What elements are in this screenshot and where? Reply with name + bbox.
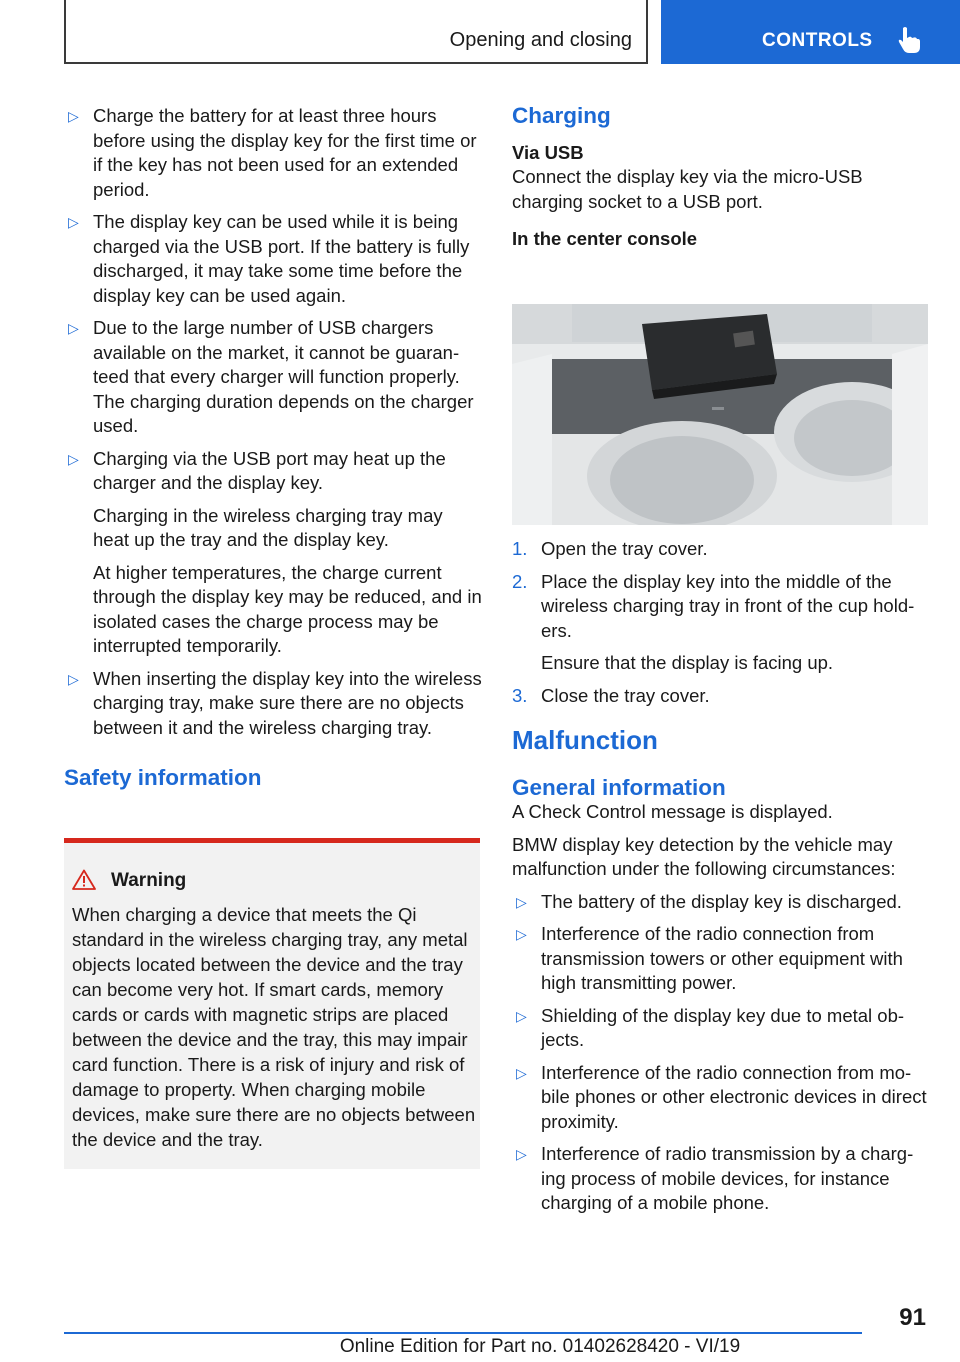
page-number: 91: [899, 1304, 926, 1331]
step-text: Close the tray cover.: [541, 684, 710, 706]
bullet-triangle-icon: ▷: [68, 670, 79, 687]
step-item: [512, 684, 930, 709]
header-section-title: Opening and closing: [449, 29, 632, 51]
list-item-text: When inserting the display key into the wireless charging tray, make sure there are no objects between it and the wireless charging tray.: [93, 667, 482, 738]
step-number: 2.: [512, 570, 528, 592]
bullet-triangle-icon: ▷: [68, 450, 79, 467]
warning-text: When charging a device that meets the Qi standard in the wireless charging tray, any metal objects located between the device and the tray can become very hot. If smart cards, memory cards or cards with magnetic strips are placed between the device and the tray, this may impair card function. There is a risk of injury and risk of damage to property. When charging mobile devices, make sure there are no objects between the device and the tray.: [72, 904, 476, 1150]
console-heading: In the center console: [512, 228, 698, 249]
usb-heading: Via USB: [512, 141, 584, 163]
step-text: Open the tray cover.: [541, 538, 708, 559]
step-text: Place the display key into the middle of the wireless charging tray in front of the cup holders.: [541, 570, 915, 641]
right-column: [512, 104, 930, 252]
step-number: 3.: [512, 684, 528, 706]
step-text: Ensure that the display is facing up.: [541, 652, 834, 673]
footer-rule: [64, 1332, 862, 1334]
list-item: [64, 667, 482, 741]
safety-heading: Safety information: [64, 765, 262, 790]
list-item: [512, 1004, 930, 1053]
list-item-text: Interference of the radio connection from mobile phones or other electronic devices in direct proximity.: [541, 1061, 927, 1132]
malfunction-heading: Malfunction: [512, 725, 658, 755]
charging-heading: Charging: [512, 103, 611, 128]
step-number: 1.: [512, 538, 528, 559]
bullet-triangle-icon: ▷: [516, 1007, 527, 1024]
bullet-triangle-icon: ▷: [68, 108, 79, 124]
warning-title: Warning: [111, 870, 187, 891]
bullet-triangle-icon: ▷: [68, 214, 79, 230]
list-item: [512, 890, 930, 915]
general-info-p1: A Check Control message is displayed.: [512, 801, 833, 822]
right-column-lower: [512, 537, 930, 1224]
malfunction-bullet-list: [512, 890, 930, 1216]
list-item: [64, 104, 482, 202]
bullet-triangle-icon: ▷: [516, 1146, 527, 1162]
center-console-photo: [512, 304, 928, 525]
list-item-text: The battery of the display key is discharged.: [541, 890, 902, 912]
list-item: [512, 1142, 930, 1216]
list-item-text: The display key can be used while it is being charged via the USB port. If the battery is fully discharged, it may take some time before the display key can be used again.: [93, 211, 470, 306]
header-chapter-title: CONTROLS: [762, 30, 873, 51]
bullet-triangle-icon: ▷: [516, 893, 527, 910]
list-item: [512, 1061, 930, 1135]
bullet-triangle-icon: ▷: [68, 320, 79, 336]
bullet-triangle-icon: ▷: [516, 1064, 527, 1081]
footer-edition: Online Edition for Part no. 01402628420 - VI/19: [339, 1336, 741, 1357]
usb-text: Connect the display key via the micro-USB charging socket to a USB port.: [512, 166, 863, 212]
left-bullet-list: [64, 104, 482, 740]
list-item-text: Charging in the wireless charging tray may heat up the tray and the display key.: [93, 504, 443, 550]
list-item: [64, 316, 482, 439]
header-section-box: [64, 0, 648, 64]
list-item-text: Charging via the USB port may heat up the charger and the display key.: [93, 447, 446, 493]
list-item: [64, 210, 482, 308]
general-info-p2: BMW display key detection by the vehicle may malfunction under the following circumstances:: [512, 833, 896, 879]
general-info-heading: General information: [512, 774, 726, 800]
left-column: [64, 104, 482, 791]
step-list: [512, 537, 930, 708]
list-item-text: Interference of the radio connection from transmission towers or other equipment with high transmitting power.: [541, 923, 903, 993]
step-item: [512, 570, 930, 676]
hand-pointer-icon: [897, 26, 921, 54]
list-item: [64, 447, 482, 659]
warning-box: [64, 838, 480, 1169]
list-item-text: Interference of radio transmission by a charging process of mobile devices, for instance charging of a mobile phone.: [541, 1143, 914, 1213]
step-item: [512, 537, 930, 562]
list-item-text: Shielding of the display key due to metal objects.: [541, 1004, 905, 1050]
bullet-triangle-icon: ▷: [516, 926, 527, 942]
list-item: [512, 922, 930, 996]
list-item-text: At higher temperatures, the charge current through the display key may be reduced, and in isolated cases the charge process may be interrupted temporarily.: [93, 561, 482, 656]
list-item-text: Due to the large number of USB chargers available on the market, it cannot be guaranteed that every charger will function properly. The charging duration depends on the charger used.: [93, 317, 474, 436]
list-item-text: Charge the battery for at least three hours before using the display key for the first time or if the key has not been used for an extended period.: [93, 105, 477, 200]
warning-triangle-icon: [72, 869, 96, 890]
header-chapter-box: [661, 0, 960, 64]
